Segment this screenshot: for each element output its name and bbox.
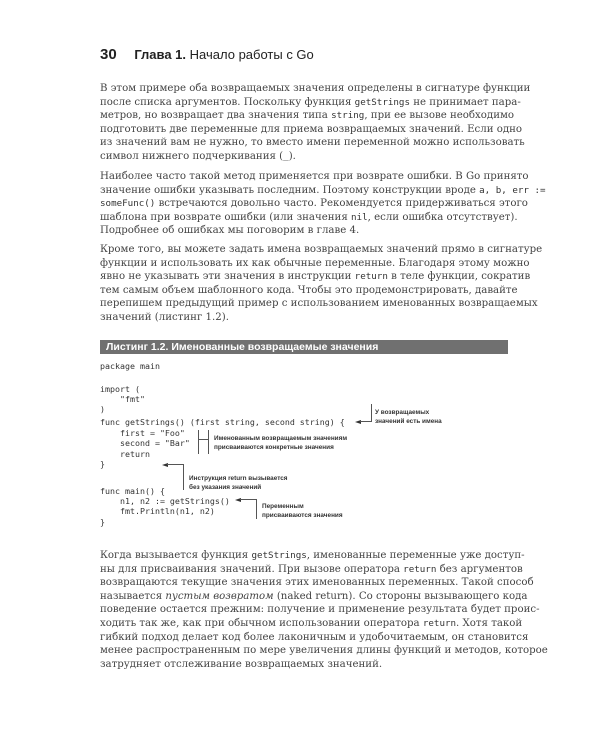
text-segment: В этом примере оба возвращаемых значения определены в сигнатуре функции (100, 83, 531, 94)
code-line: second = "Bar" (100, 438, 190, 448)
text-segment: , при ее вызове необходимо (364, 110, 515, 122)
text-segment: , именованные переменные уже доступ- (306, 550, 525, 561)
text-line (100, 82, 531, 96)
code-line: func getStrings() (first string, second string) { (100, 417, 345, 427)
listing-title: Листинг 1.2. Именованные возвращаемые значения (100, 340, 508, 354)
code-line: ) (100, 404, 105, 414)
text-segment: Наиболее часто такой метод применяется при возврате ошибки. В Go принято (100, 171, 529, 182)
text-segment: называется (100, 590, 166, 602)
text-segment: ны для присваивания значений. При вызове оператора (100, 563, 404, 575)
code-line: } (100, 517, 105, 527)
text-segment: ). (288, 150, 296, 162)
code-line: return (100, 449, 150, 459)
annotation-text: без указания значений (189, 484, 262, 491)
annotation-line (240, 499, 256, 500)
text-line (100, 617, 523, 631)
text-segment: возвращаются текущие значения этих именованных переменных. Такой способ (100, 577, 534, 589)
code-line: func main() { (100, 486, 165, 496)
text-line (100, 123, 523, 137)
text-segment: ходить так же, как при обычном использовании оператора (100, 617, 423, 629)
text-line (100, 96, 521, 110)
text-line (100, 603, 540, 617)
text-segment: (naked return). Со стороны вызывающего кода (273, 590, 528, 602)
text-segment: значение ошибки указывать последним. Поэтому конструкции вроде (100, 184, 480, 196)
text-line (100, 184, 546, 198)
text-line (100, 211, 518, 225)
text-segment: менее распространенным по мере увеличения длины функций и методов, которое (100, 645, 548, 657)
text-segment: встречаются довольно часто. Рекомендуется придерживаться этого (155, 198, 528, 210)
annotation-line (183, 464, 184, 490)
annotation-line (256, 499, 257, 519)
text-segment: гибкий подход делает код более лаконичным и удобочитаемым, он становится (100, 631, 529, 643)
text-segment: . Хотя такой (456, 617, 523, 629)
text-segment: тем самым объем шаблонного кода. Чтобы это продемонстрировать, давайте (100, 284, 518, 296)
text-segment: функции и использовать их как обычные переменные. Благодаря этому можно (100, 257, 530, 269)
text-line (100, 590, 528, 604)
annotation-line (167, 464, 183, 465)
annotation-line (198, 439, 208, 440)
inline-code: return (422, 617, 457, 629)
text-segment: символ нижнего подчеркивания ( (100, 150, 284, 162)
code-line: package main (100, 361, 160, 371)
text-segment: после списка аргументов. Поскольку функция (100, 96, 355, 108)
text-line (100, 644, 548, 658)
text-segment: поведение остается прежним: получение и применение результата будет проис- (100, 604, 540, 616)
code-line: } (100, 459, 105, 469)
page-number: 30 (100, 46, 117, 63)
inline-code: nil (351, 211, 368, 223)
text-segment: явно не указывать эти значения в инструкции (100, 271, 355, 283)
paragraph-1 (100, 82, 531, 164)
text-segment: значений (листинг 1.2). (100, 311, 229, 323)
inline-code: _ (283, 150, 289, 162)
text-line (100, 576, 534, 590)
annotation-named-returns (375, 408, 442, 426)
text-line (100, 631, 529, 645)
text-segment: Кроме того, вы можете задать имена возвращаемых значений прямо в сигнатуре (100, 244, 543, 255)
inline-code: a, b, err := (479, 184, 546, 196)
code-line: fmt.Println(n1, n2) (100, 506, 215, 516)
annotation-naked-return (189, 474, 288, 492)
paragraph-2 (100, 170, 546, 238)
annotation-line (360, 421, 371, 422)
text-segment: из значений вам не нужно, то вместо имени переменной можно использовать (100, 137, 525, 149)
paragraph-3 (100, 243, 543, 325)
text-line (100, 297, 538, 311)
inline-code: getStrings (251, 550, 307, 561)
code-line: n1, n2 := getStrings() (100, 496, 230, 506)
inline-code: getStrings (354, 96, 410, 108)
inline-code: someFunc() (100, 198, 156, 210)
text-line (100, 257, 530, 271)
text-segment: перепишем предыдущий пример с использованием именованных возвращаемых (100, 298, 538, 310)
text-line (100, 150, 508, 164)
annotation-text: Переменным (262, 503, 304, 510)
code-line: import ( (100, 384, 140, 394)
annotation-variables-assigned (262, 502, 343, 520)
text-line (100, 136, 525, 150)
text-line (100, 170, 529, 184)
text-segment: Когда вызывается функция (100, 550, 252, 561)
running-header (100, 46, 314, 63)
text-line (100, 658, 508, 672)
inline-code: return (354, 271, 388, 283)
text-segment: без аргументов (436, 563, 523, 575)
text-segment: в теле функции, сократив (387, 271, 531, 283)
text-line (100, 311, 508, 325)
text-line (100, 270, 531, 284)
annotation-line (371, 404, 372, 422)
text-segment: не принимает пара- (410, 96, 521, 108)
annotation-text: Именованным возвращаемым значениям (214, 435, 348, 442)
annotation-assign-values (214, 434, 347, 452)
text-segment: шаблона при возврате ошибки (или значения (100, 211, 352, 223)
text-line (100, 563, 523, 577)
annotation-text: значений есть имена (375, 418, 442, 425)
inline-code: return (403, 563, 437, 575)
text-line (100, 243, 543, 257)
chapter-title: Начало работы с Go (189, 47, 314, 62)
annotation-text: У возвращаемых (375, 409, 430, 416)
text-segment: Подробнее об ошибках мы поговорим в главе 4. (100, 225, 360, 237)
text-segment: затрудняет отслеживание возвращаемых значений. (100, 658, 383, 670)
code-line: "fmt" (100, 394, 145, 404)
text-line (100, 549, 525, 563)
inline-code: string (331, 110, 365, 122)
annotation-text: присваиваются значения (262, 512, 343, 519)
annotation-bracket (198, 430, 199, 454)
text-line (100, 109, 515, 123)
text-line (100, 224, 508, 238)
code-line: first = "Foo" (100, 428, 185, 438)
text-segment: подготовить две переменные для приема возвращаемых значений. Если одно (100, 123, 523, 135)
annotation-text: Инструкция return вызывается (189, 475, 288, 482)
emphasis-text: пустым возвратом (165, 590, 274, 602)
text-segment: метров, но возвращает два значения типа (100, 110, 332, 122)
annotation-text: присваиваются конкретные значения (214, 444, 334, 451)
paragraph-4 (100, 549, 548, 671)
text-line (100, 284, 518, 298)
annotation-bracket (208, 430, 209, 454)
text-segment: , если ошибка отсутствует). (367, 211, 518, 223)
text-line (100, 197, 528, 211)
chapter-label: Глава 1. (134, 47, 187, 62)
